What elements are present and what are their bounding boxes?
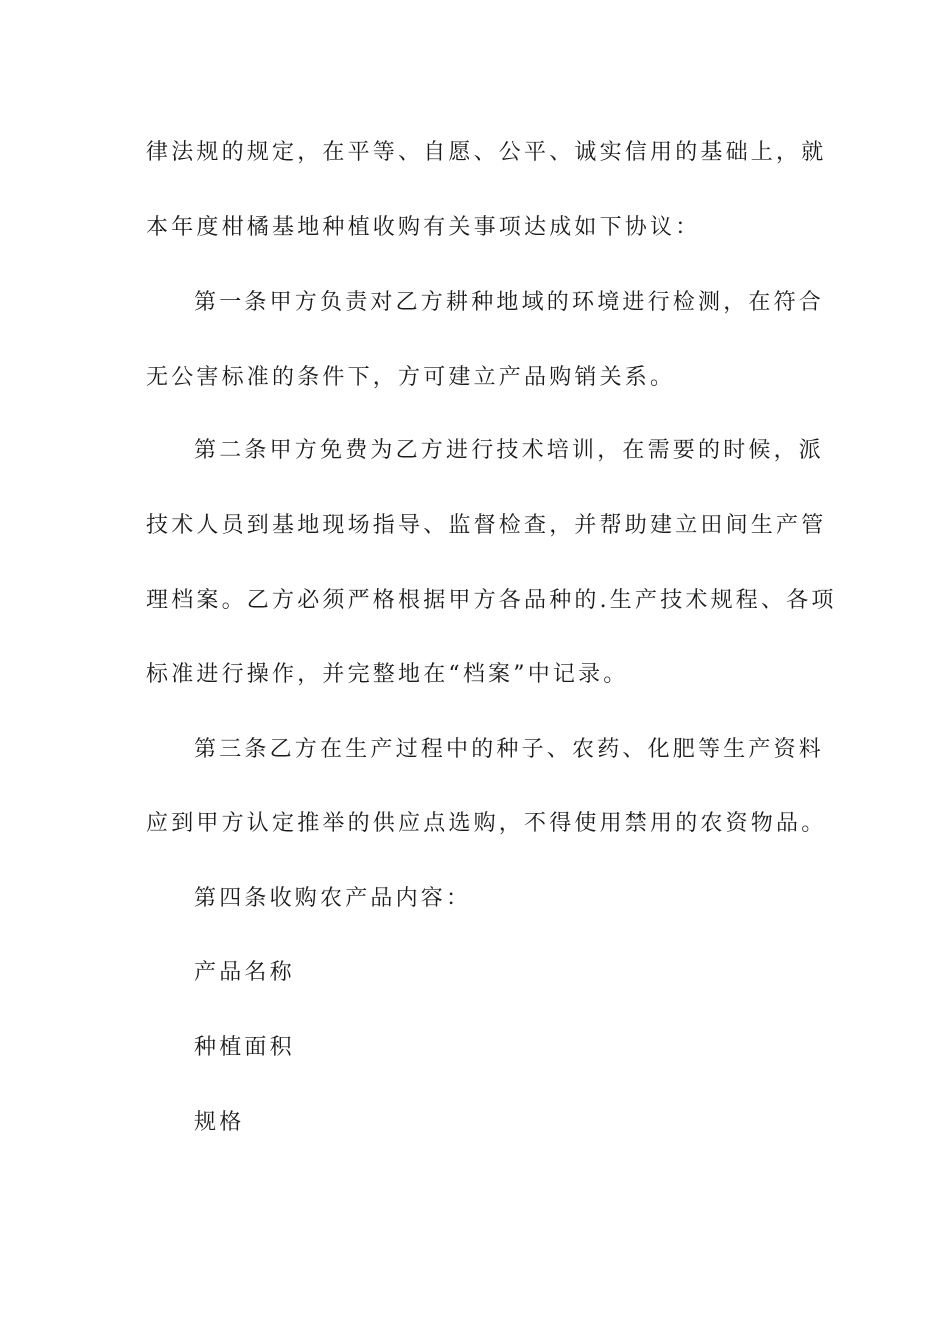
article-1-line-1: 第一条甲方负责对乙方耕种地域的环境进行检测，在符合 [194, 290, 825, 315]
article-4-heading: 第四条收购农产品内容： [194, 886, 472, 911]
article-2-line-2: 技术人员到基地现场指导、监督检查，并帮助建立田间生产管 [146, 513, 827, 538]
article-2-line-4: 标准进行操作，并完整地在“档案”中记录。 [146, 662, 629, 687]
article-2-line-1: 第二条甲方免费为乙方进行技术培训，在需要的时候，派 [194, 438, 825, 463]
product-name-label: 产品名称 [194, 960, 295, 985]
article-3-line-1: 第三条乙方在生产过程中的种子、农药、化肥等生产资料 [194, 737, 825, 762]
paragraph-line-2: 本年度柑橘基地种植收购有关事项达成如下协议： [146, 215, 701, 240]
specification-label: 规格 [194, 1110, 245, 1135]
article-3-line-2: 应到甲方认定推举的供应点选购，不得使用禁用的农资物品。 [146, 811, 827, 836]
article-2-line-3: 理档案。乙方必须严格根据甲方各品种的.生产技术规程、各项 [146, 588, 837, 613]
planting-area-label: 种植面积 [194, 1035, 295, 1060]
article-1-line-2: 无公害标准的条件下，方可建立产品购销关系。 [146, 365, 676, 390]
paragraph-line-1: 律法规的规定，在平等、自愿、公平、诚实信用的基础上，就 [146, 140, 827, 165]
